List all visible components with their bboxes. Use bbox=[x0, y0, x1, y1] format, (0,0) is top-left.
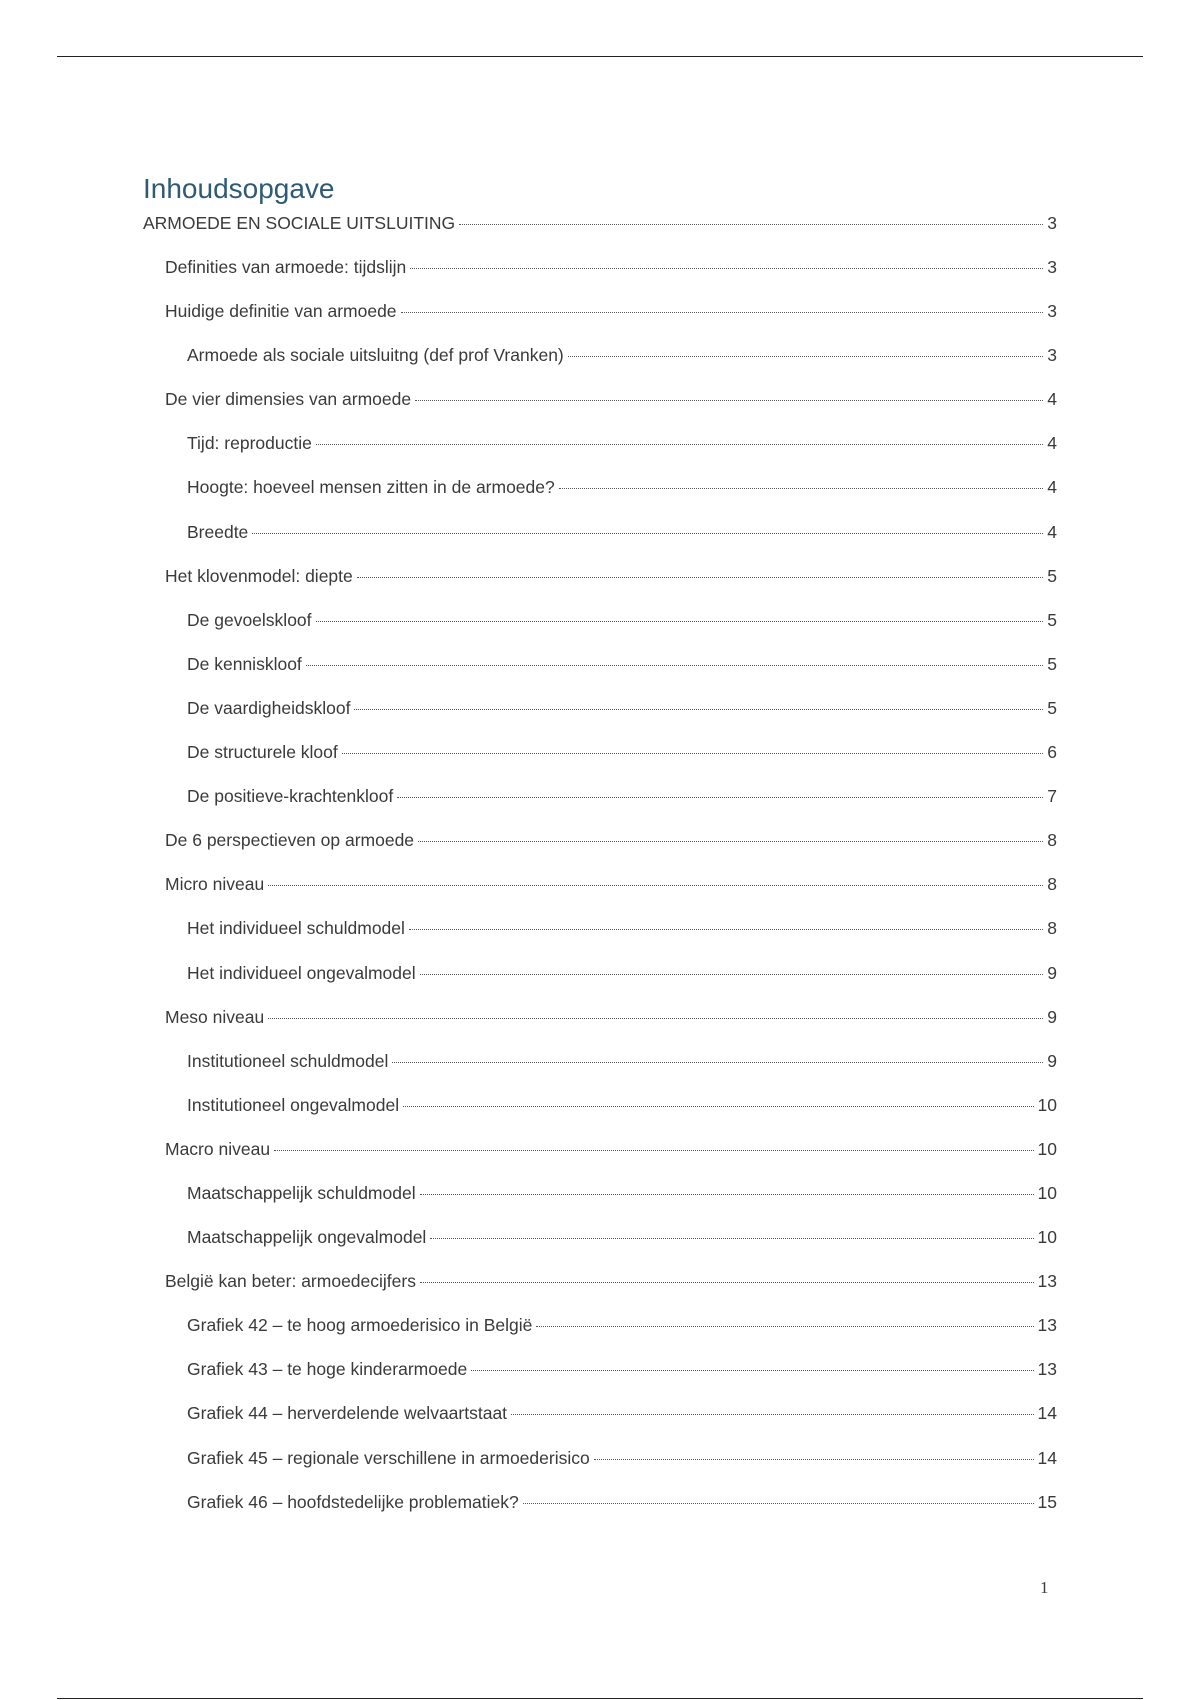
toc-entry[interactable] bbox=[143, 1271, 1057, 1315]
toc-entry-label: Tijd: reproductie bbox=[187, 433, 312, 454]
toc-entry-page: 6 bbox=[1047, 742, 1057, 763]
toc-entry-page: 15 bbox=[1037, 1491, 1057, 1512]
toc-entry-page: 8 bbox=[1047, 918, 1057, 939]
toc-entry-label: Grafiek 43 – te hoge kinderarmoede bbox=[187, 1359, 468, 1380]
toc-entry[interactable] bbox=[143, 786, 1057, 830]
toc-entry-page: 5 bbox=[1047, 565, 1057, 586]
toc-entry-label: Institutioneel ongevalmodel bbox=[187, 1094, 400, 1115]
toc-entry-label: Het individueel schuldmodel bbox=[187, 918, 405, 939]
toc-entry-page: 10 bbox=[1037, 1182, 1057, 1203]
toc-entry-page: 13 bbox=[1037, 1271, 1057, 1292]
toc-entry-label: Armoede als sociale uitsluitng (def prof Vranken) bbox=[187, 345, 564, 366]
toc-dot-leader bbox=[430, 1238, 1033, 1239]
toc-dot-leader bbox=[268, 885, 1043, 886]
toc-entry-page: 9 bbox=[1047, 962, 1057, 983]
toc-entry-page: 8 bbox=[1047, 874, 1057, 895]
toc-entry-label: Grafiek 44 – herverdelende welvaartstaat bbox=[187, 1403, 508, 1424]
toc-entry[interactable] bbox=[143, 610, 1057, 654]
toc-entry[interactable] bbox=[143, 1095, 1057, 1139]
toc-entry-label: Grafiek 46 – hoofdstedelijke problematiek? bbox=[187, 1491, 519, 1512]
toc-dot-leader bbox=[536, 1326, 1033, 1327]
toc-entry-label: De 6 perspectieven op armoede bbox=[165, 830, 415, 851]
toc-entry-label: België kan beter: armoedecijfers bbox=[165, 1271, 416, 1292]
footer-rule bbox=[57, 1698, 1143, 1699]
page-number: 1 bbox=[1040, 1578, 1049, 1597]
toc-entry-label: Macro niveau bbox=[165, 1138, 271, 1159]
toc-entry-label: De kenniskloof bbox=[187, 653, 302, 674]
toc-entry[interactable] bbox=[143, 1139, 1057, 1183]
toc-dot-leader bbox=[559, 488, 1044, 489]
toc-entry-label: Institutioneel schuldmodel bbox=[187, 1050, 389, 1071]
toc-entry-page: 13 bbox=[1037, 1315, 1057, 1336]
toc-dot-leader bbox=[397, 797, 1043, 798]
toc-list bbox=[143, 213, 1057, 1536]
toc-dot-leader bbox=[403, 1106, 1033, 1107]
toc-entry[interactable] bbox=[143, 522, 1057, 566]
toc-entry-label: Maatschappelijk schuldmodel bbox=[187, 1182, 416, 1203]
toc-entry-page: 5 bbox=[1047, 697, 1057, 718]
toc-entry-page: 14 bbox=[1037, 1447, 1057, 1468]
toc-entry-page: 3 bbox=[1047, 257, 1057, 277]
toc-dot-leader bbox=[568, 356, 1044, 357]
toc-entry-page: 3 bbox=[1047, 213, 1057, 233]
toc-dot-leader bbox=[471, 1370, 1033, 1371]
toc-entry-page: 9 bbox=[1047, 1050, 1057, 1071]
toc-entry-page: 4 bbox=[1047, 521, 1057, 542]
toc-entry-label: Breedte bbox=[187, 521, 249, 542]
toc-entry-label: Meso niveau bbox=[165, 1006, 265, 1027]
toc-entry[interactable] bbox=[143, 301, 1057, 345]
toc-entry[interactable] bbox=[143, 566, 1057, 610]
toc-dot-leader bbox=[354, 709, 1043, 710]
toc-entry[interactable] bbox=[143, 213, 1057, 257]
toc-entry-page: 5 bbox=[1047, 609, 1057, 630]
toc-entry-page: 8 bbox=[1047, 830, 1057, 851]
toc-entry-label: De gevoelskloof bbox=[187, 609, 312, 630]
toc-entry[interactable] bbox=[143, 963, 1057, 1007]
toc-entry-label: Definities van armoede: tijdslijn bbox=[165, 257, 407, 277]
toc-dot-leader bbox=[316, 621, 1044, 622]
toc-dot-leader bbox=[523, 1503, 1034, 1504]
toc-entry[interactable] bbox=[143, 1448, 1057, 1492]
toc-entry[interactable] bbox=[143, 654, 1057, 698]
toc-entry[interactable] bbox=[143, 257, 1057, 301]
toc-entry[interactable] bbox=[143, 1183, 1057, 1227]
toc-dot-leader bbox=[459, 224, 1043, 225]
toc-entry[interactable] bbox=[143, 1359, 1057, 1403]
toc-entry-label: Grafiek 45 – regionale verschillene in armoederisico bbox=[187, 1447, 590, 1468]
toc-dot-leader bbox=[420, 1282, 1034, 1283]
toc-entry[interactable] bbox=[143, 698, 1057, 742]
toc-dot-leader bbox=[418, 841, 1043, 842]
toc-entry-label: Grafiek 42 – te hoog armoederisico in België bbox=[187, 1315, 533, 1336]
toc-dot-leader bbox=[357, 577, 1044, 578]
toc-dot-leader bbox=[420, 974, 1044, 975]
toc-entry-label: Het individueel ongevalmodel bbox=[187, 962, 416, 983]
toc-entry[interactable] bbox=[143, 1007, 1057, 1051]
toc-entry[interactable] bbox=[143, 1051, 1057, 1095]
toc-entry-page: 3 bbox=[1047, 345, 1057, 366]
toc-entry-label: De positieve-krachtenkloof bbox=[187, 786, 394, 807]
toc-dot-leader bbox=[274, 1150, 1033, 1151]
toc-dot-leader bbox=[420, 1194, 1034, 1195]
toc-dot-leader bbox=[409, 929, 1043, 930]
toc-entry-page: 10 bbox=[1037, 1138, 1057, 1159]
toc-entry[interactable] bbox=[143, 1492, 1057, 1536]
toc-dot-leader bbox=[511, 1414, 1033, 1415]
toc-entry-page: 13 bbox=[1037, 1359, 1057, 1380]
toc-dot-leader bbox=[401, 312, 1044, 313]
toc-entry-page: 4 bbox=[1047, 477, 1057, 498]
toc-entry[interactable] bbox=[143, 477, 1057, 521]
toc-entry[interactable] bbox=[143, 742, 1057, 786]
toc-entry-label: Huidige definitie van armoede bbox=[165, 301, 397, 322]
toc-dot-leader bbox=[342, 753, 1044, 754]
toc-entry[interactable] bbox=[143, 874, 1057, 918]
toc-entry-label: ARMOEDE EN SOCIALE UITSLUITING bbox=[143, 213, 456, 233]
toc-dot-leader bbox=[415, 400, 1043, 401]
toc-entry-page: 9 bbox=[1047, 1006, 1057, 1027]
toc-entry-page: 10 bbox=[1037, 1227, 1057, 1248]
toc-entry[interactable] bbox=[143, 433, 1057, 477]
toc-entry[interactable] bbox=[143, 830, 1057, 874]
toc-entry[interactable] bbox=[143, 1227, 1057, 1271]
toc-dot-leader bbox=[410, 268, 1043, 269]
toc-entry-page: 10 bbox=[1037, 1094, 1057, 1115]
toc-entry-label: Micro niveau bbox=[165, 874, 265, 895]
toc-entry[interactable] bbox=[143, 918, 1057, 962]
toc-entry-page: 7 bbox=[1047, 786, 1057, 807]
toc-entry-page: 5 bbox=[1047, 653, 1057, 674]
toc-entry[interactable] bbox=[143, 1403, 1057, 1447]
toc-entry-label: Hoogte: hoeveel mensen zitten in de armoede? bbox=[187, 477, 555, 498]
toc-dot-leader bbox=[252, 533, 1043, 534]
toc-entry-page: 4 bbox=[1047, 433, 1057, 454]
toc-entry[interactable] bbox=[143, 389, 1057, 433]
toc-entry-label: Maatschappelijk ongevalmodel bbox=[187, 1227, 427, 1248]
table-of-contents bbox=[143, 165, 1057, 1536]
toc-title: Inhoudsopgave bbox=[143, 173, 335, 204]
toc-entry-label: Het klovenmodel: diepte bbox=[165, 565, 353, 586]
toc-entry-page: 14 bbox=[1037, 1403, 1057, 1424]
toc-entry-label: De vaardigheidskloof bbox=[187, 697, 351, 718]
toc-entry-label: De structurele kloof bbox=[187, 742, 338, 763]
toc-dot-leader bbox=[268, 1018, 1043, 1019]
toc-dot-leader bbox=[392, 1062, 1043, 1063]
toc-dot-leader bbox=[594, 1459, 1034, 1460]
toc-entry[interactable] bbox=[143, 345, 1057, 389]
toc-entry-label: De vier dimensies van armoede bbox=[165, 389, 412, 410]
toc-entry-page: 4 bbox=[1047, 389, 1057, 410]
toc-dot-leader bbox=[316, 444, 1043, 445]
header-rule bbox=[57, 56, 1143, 57]
toc-dot-leader bbox=[306, 665, 1043, 666]
toc-entry[interactable] bbox=[143, 1315, 1057, 1359]
toc-entry-page: 3 bbox=[1047, 301, 1057, 322]
